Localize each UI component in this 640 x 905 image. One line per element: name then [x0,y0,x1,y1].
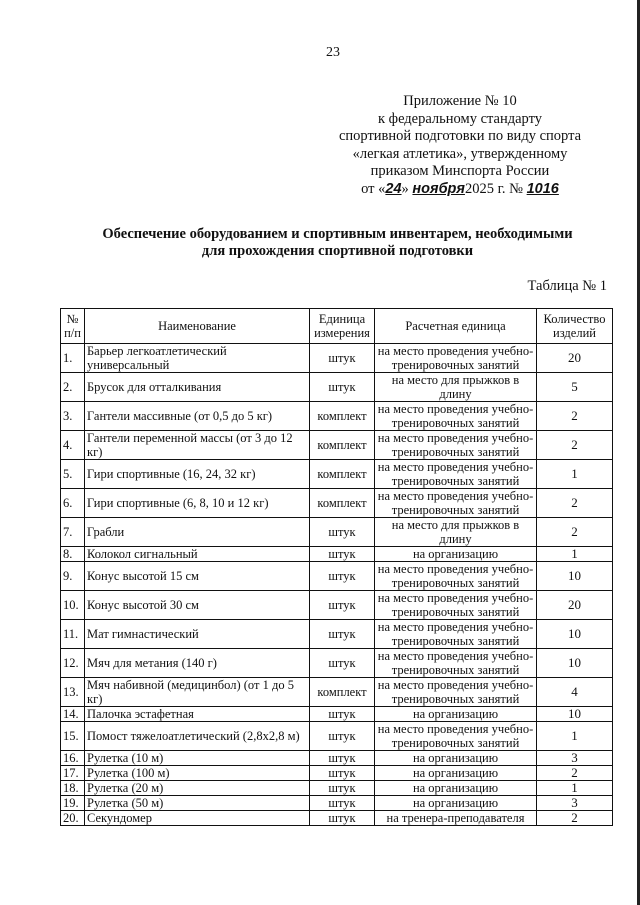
quantity: 10 [537,649,613,678]
row-number: 19. [61,796,85,811]
item-name: Гири спортивные (6, 8, 10 и 12 кг) [85,489,310,518]
row-number: 10. [61,591,85,620]
item-name: Конус высотой 15 см [85,562,310,591]
calc-unit: на организацию [375,707,537,722]
table-row [61,678,613,707]
appendix-line: к федеральному стандарту [378,110,542,127]
calc-unit: на организацию [375,766,537,781]
table-row [61,811,613,826]
table-row [61,649,613,678]
unit: комплект [310,460,375,489]
header-number: № п/п [61,309,85,344]
unit: комплект [310,402,375,431]
header-quantity: Количество изделий [537,309,613,344]
table-row [61,796,613,811]
table-row [61,518,613,547]
table-row [61,489,613,518]
calc-unit: на организацию [375,751,537,766]
calc-unit: на место проведения учебно-тренировочных занятий [375,649,537,678]
item-name: Рулетка (50 м) [85,796,310,811]
row-number: 9. [61,562,85,591]
calc-unit: на место проведения учебно-тренировочных занятий [375,489,537,518]
calc-unit: на место проведения учебно-тренировочных занятий [375,678,537,707]
table-row [61,547,613,562]
unit: комплект [310,489,375,518]
appendix-line: Приложение № 10 [403,93,517,109]
row-number: 15. [61,722,85,751]
quantity: 10 [537,620,613,649]
calc-unit: на место проведения учебно-тренировочных занятий [375,344,537,373]
quantity: 20 [537,344,613,373]
header-name: Наименование [85,309,310,344]
item-name: Колокол сигнальный [85,547,310,562]
quantity: 2 [537,402,613,431]
item-name: Рулетка (10 м) [85,751,310,766]
row-number: 16. [61,751,85,766]
calc-unit: на место проведения учебно-тренировочных занятий [375,591,537,620]
unit: штук [310,751,375,766]
header-unit: Единица измерения [310,309,375,344]
item-name: Гири спортивные (16, 24, 32 кг) [85,460,310,489]
item-name: Гантели массивные (от 0,5 до 5 кг) [85,402,310,431]
item-name: Мяч набивной (медицинбол) (от 1 до 5 кг) [85,678,310,707]
quantity: 2 [537,766,613,781]
appendix-line: спортивной подготовки по виду спорта [338,128,582,144]
table-row [61,431,613,460]
quantity: 2 [537,431,613,460]
row-number: 7. [61,518,85,547]
calc-unit: на тренера-преподавателя [375,811,537,826]
handwritten-order-number: 1016 [526,180,559,197]
quantity: 1 [537,547,613,562]
appendix-header [330,93,590,198]
unit: штук [310,620,375,649]
calc-unit: на место для прыжков в длину [375,373,537,402]
row-number: 8. [61,547,85,562]
item-name: Барьер легкоатлетический универсальный [85,344,310,373]
calc-unit: на место проведения учебно-тренировочных занятий [375,460,537,489]
date-year: 2025 г. № [464,180,523,197]
table-row [61,620,613,649]
quantity: 5 [537,373,613,402]
row-number: 13. [61,678,85,707]
row-number: 3. [61,402,85,431]
item-name: Рулетка (20 м) [85,781,310,796]
quantity: 4 [537,678,613,707]
row-number: 17. [61,766,85,781]
quantity: 1 [537,722,613,751]
unit: штук [310,649,375,678]
calc-unit: на организацию [375,796,537,811]
table-row [61,766,613,781]
date-prefix: от « [361,180,386,197]
row-number: 14. [61,707,85,722]
table-row [61,344,613,373]
unit: штук [310,591,375,620]
calc-unit: на место проведения учебно-тренировочных занятий [375,722,537,751]
row-number: 20. [61,811,85,826]
table-row [61,781,613,796]
row-number: 5. [61,460,85,489]
unit: штук [310,781,375,796]
title-line: для прохождения спортивной подготовки [201,243,474,259]
quantity: 10 [537,562,613,591]
calc-unit: на место проведения учебно-тренировочных занятий [375,402,537,431]
row-number: 11. [61,620,85,649]
item-name: Грабли [85,518,310,547]
table-row [61,751,613,766]
table-row [61,707,613,722]
calc-unit: на организацию [375,781,537,796]
handwritten-day: 24 [385,180,402,197]
quantity: 1 [537,460,613,489]
calc-unit: на место проведения учебно-тренировочных занятий [375,562,537,591]
calc-unit: на место для прыжков в длину [375,518,537,547]
unit: штук [310,518,375,547]
unit: штук [310,811,375,826]
order-date-line [330,181,590,199]
unit: комплект [310,431,375,460]
document-title [60,226,615,260]
row-number: 6. [61,489,85,518]
item-name: Мат гимнастический [85,620,310,649]
unit: штук [310,722,375,751]
row-number: 4. [61,431,85,460]
table-row [61,402,613,431]
item-name: Секундомер [85,811,310,826]
header-calc-unit: Расчетная единица [375,309,537,344]
calc-unit: на организацию [375,547,537,562]
unit: штук [310,562,375,591]
row-number: 12. [61,649,85,678]
table-row [61,722,613,751]
title-line: Обеспечение оборудованием и спортивным инвентарем, необходимыми [102,226,573,242]
quantity: 2 [537,518,613,547]
unit: штук [310,796,375,811]
table-label: Таблица № 1 [527,278,607,294]
item-name: Гантели переменной массы (от 3 до 12 кг) [85,431,310,460]
quantity: 3 [537,796,613,811]
calc-unit: на место проведения учебно-тренировочных занятий [375,620,537,649]
row-number: 18. [61,781,85,796]
unit: штук [310,373,375,402]
item-name: Палочка эстафетная [85,707,310,722]
unit: штук [310,766,375,781]
item-name: Помост тяжелоатлетический (2,8х2,8 м) [85,722,310,751]
unit: штук [310,344,375,373]
quantity: 2 [537,489,613,518]
row-number: 2. [61,373,85,402]
item-name: Мяч для метания (140 г) [85,649,310,678]
unit: комплект [310,678,375,707]
table-row [61,460,613,489]
unit: штук [310,707,375,722]
item-name: Конус высотой 30 см [85,591,310,620]
table-row [61,591,613,620]
item-name: Брусок для отталкивания [85,373,310,402]
item-name: Рулетка (100 м) [85,766,310,781]
equipment-table [60,308,613,826]
appendix-line: «легкая атлетика», утвержденному [352,145,568,162]
date-mid: » [401,180,409,197]
quantity: 3 [537,751,613,766]
table-row [61,562,613,591]
quantity: 10 [537,707,613,722]
table-row [61,373,613,402]
appendix-line: приказом Минспорта России [370,163,550,179]
row-number: 1. [61,344,85,373]
quantity: 2 [537,811,613,826]
quantity: 20 [537,591,613,620]
unit: штук [310,547,375,562]
table-header-row [61,309,613,344]
page-number: 23 [326,45,340,60]
quantity: 1 [537,781,613,796]
calc-unit: на место проведения учебно-тренировочных занятий [375,431,537,460]
handwritten-month: ноября [412,180,465,197]
